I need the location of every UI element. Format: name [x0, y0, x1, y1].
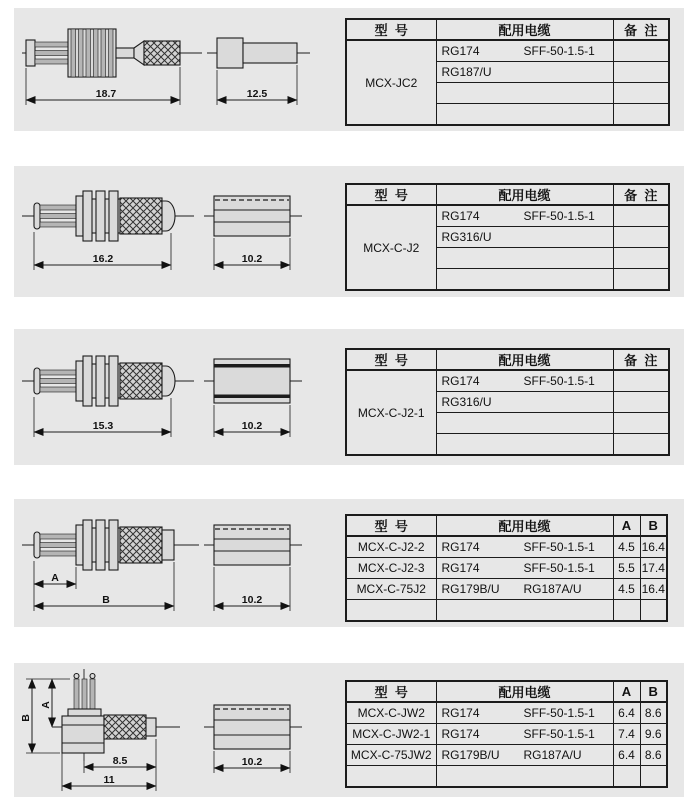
header-remark: 备 注: [613, 184, 669, 205]
dimension-label: 10.2: [241, 420, 263, 432]
remark-cell: [613, 370, 669, 392]
section-mcx-jc2: [14, 8, 684, 131]
spec-table-mcx-c-j2-1: [345, 348, 670, 456]
header-cable: 配用电缆: [436, 184, 613, 205]
dim-b-cell: [640, 766, 667, 788]
table-row: [346, 724, 667, 745]
connector-front-view: [22, 520, 199, 570]
header-remark: 备 注: [613, 19, 669, 40]
model-cell: MCX-C-J2-3: [346, 558, 436, 579]
dimension-ferrule-length: [214, 567, 290, 611]
header-dim-b: B: [640, 681, 667, 702]
header-model: 型 号: [346, 184, 436, 205]
cable-cell: [436, 227, 613, 248]
dimension-label: 15.3: [92, 420, 114, 432]
dim-a-cell: 5.5: [613, 558, 640, 579]
dim-a-cell: [613, 766, 640, 788]
cable-secondary: SFF-50-1.5-1: [523, 561, 595, 575]
table-row: [346, 205, 669, 227]
table-row: [346, 40, 669, 62]
header-remark: 备 注: [613, 349, 669, 370]
header-model: 型 号: [346, 19, 436, 40]
cable-cell: [436, 766, 613, 788]
cable-secondary: SFF-50-1.5-1: [523, 540, 595, 554]
model-cell: MCX-JC2: [346, 40, 436, 125]
cable-primary: RG187/U: [441, 65, 492, 79]
cable-primary: RG316/U: [441, 230, 492, 244]
header-dim-b: B: [640, 515, 667, 536]
ferrule-side-view: [204, 705, 302, 749]
header-cable: 配用电缆: [436, 19, 613, 40]
cable-secondary: SFF-50-1.5-1: [523, 44, 595, 58]
section-mcx-c-j2-1: [14, 329, 684, 465]
cable-cell: [436, 370, 613, 392]
cable-cell: [436, 434, 613, 456]
header-cable: 配用电缆: [436, 681, 613, 702]
header-row: [346, 681, 667, 702]
dimension-label: A: [40, 701, 52, 709]
section-mcx-c-jw2-series: [14, 663, 684, 797]
connector-front-view: [22, 29, 202, 77]
cable-primary: RG174: [441, 374, 480, 388]
table-row: [346, 702, 667, 724]
cable-cell: [436, 536, 613, 558]
model-cell: MCX-C-JW2: [346, 702, 436, 724]
table-row: [346, 579, 667, 600]
dimension-label: 12.5: [246, 88, 268, 100]
dimension-label: A: [51, 572, 59, 584]
cable-primary: RG179B/U: [441, 748, 500, 762]
ferrule-side-view: [204, 359, 302, 403]
model-cell: [346, 766, 436, 788]
remark-cell: [613, 413, 669, 434]
dimension-label: 16.2: [92, 253, 114, 265]
cable-cell: [436, 269, 613, 291]
cable-cell: [436, 600, 613, 622]
table-row: [346, 766, 667, 788]
dimension-label: B: [20, 714, 32, 722]
spec-table-mcx-c-jw2-series: [345, 680, 668, 788]
ferrule-side-view: [204, 196, 302, 236]
model-cell: MCX-C-75J2: [346, 579, 436, 600]
header-row: [346, 515, 667, 536]
model-cell: MCX-C-J2-2: [346, 536, 436, 558]
remark-cell: [613, 205, 669, 227]
dim-a-cell: 7.4: [613, 724, 640, 745]
cable-cell: [436, 40, 613, 62]
model-cell: MCX-C-JW2-1: [346, 724, 436, 745]
dimension-label: 10.2: [241, 253, 263, 265]
remark-cell: [613, 83, 669, 104]
header-cable: 配用电缆: [436, 515, 613, 536]
section-mcx-c-j2: [14, 166, 684, 297]
dim-b-cell: [640, 600, 667, 622]
section-mcx-c-j2-series: [14, 499, 684, 627]
model-cell: [346, 600, 436, 622]
dimension-ferrule-length: [214, 405, 290, 437]
model-cell: MCX-C-J2-1: [346, 370, 436, 455]
remark-cell: [613, 40, 669, 62]
cable-cell: [436, 62, 613, 83]
cable-primary: RG174: [441, 727, 480, 741]
dim-b-cell: 16.4: [640, 579, 667, 600]
dimension-a: [34, 561, 76, 611]
cable-cell: [436, 83, 613, 104]
cable-cell: [436, 745, 613, 766]
table-row: [346, 558, 667, 579]
spec-table-mcx-c-j2: [345, 183, 670, 291]
dimension-label: 8.5: [112, 755, 128, 767]
dimension-label: 11: [103, 774, 115, 786]
cable-secondary: SFF-50-1.5-1: [523, 727, 595, 741]
remark-cell: [613, 434, 669, 456]
cable-primary: RG179B/U: [441, 582, 500, 596]
dim-a-cell: 4.5: [613, 579, 640, 600]
cable-cell: [436, 248, 613, 269]
connector-front-view: [22, 191, 194, 241]
connector-drawing-mcx-c-jw2-series: [14, 663, 344, 797]
table-row: [346, 600, 667, 622]
cable-primary: RG174: [441, 209, 480, 223]
cable-primary: RG174: [441, 540, 480, 554]
header-dim-a: A: [613, 681, 640, 702]
cable-secondary: RG187A/U: [523, 748, 582, 762]
header-model: 型 号: [346, 681, 436, 702]
cable-cell: [436, 413, 613, 434]
dim-b-cell: 9.6: [640, 724, 667, 745]
cable-cell: [436, 392, 613, 413]
remark-cell: [613, 227, 669, 248]
header-row: [346, 184, 669, 205]
cable-secondary: SFF-50-1.5-1: [523, 706, 595, 720]
cable-primary: RG174: [441, 44, 480, 58]
dim-a-cell: 6.4: [613, 702, 640, 724]
header-row: [346, 19, 669, 40]
header-cable: 配用电缆: [436, 349, 613, 370]
dimension-ferrule-length: [214, 238, 290, 270]
cable-cell: [436, 104, 613, 126]
table-row: [346, 536, 667, 558]
dimension-label: 18.7: [95, 88, 117, 100]
spec-table-mcx-jc2: [345, 18, 670, 126]
remark-cell: [613, 269, 669, 291]
dim-b-cell: 8.6: [640, 745, 667, 766]
cable-primary: RG316/U: [441, 395, 492, 409]
cable-cell: [436, 558, 613, 579]
cable-secondary: SFF-50-1.5-1: [523, 209, 595, 223]
dim-b-cell: 8.6: [640, 702, 667, 724]
cable-primary: RG174: [441, 561, 480, 575]
model-cell: MCX-C-J2: [346, 205, 436, 290]
table-row: [346, 745, 667, 766]
right-angle-connector-view: [52, 669, 180, 761]
dimension-label: 10.2: [241, 594, 263, 606]
cable-cell: [436, 702, 613, 724]
cable-secondary: SFF-50-1.5-1: [523, 374, 595, 388]
dimension-overall-width: [62, 753, 156, 791]
spec-table-mcx-c-j2-series: [345, 514, 668, 622]
dimension-a: [40, 679, 52, 727]
cable-cell: [436, 724, 613, 745]
dimension-label: B: [102, 594, 110, 606]
connector-front-view: [22, 356, 194, 406]
model-cell: MCX-C-75JW2: [346, 745, 436, 766]
remark-cell: [613, 248, 669, 269]
header-model: 型 号: [346, 515, 436, 536]
ferrule-side-view: [204, 525, 302, 565]
connector-drawing-mcx-jc2: [14, 8, 344, 131]
cable-cell: [436, 579, 613, 600]
header-row: [346, 349, 669, 370]
dim-a-cell: [613, 600, 640, 622]
cable-secondary: RG187A/U: [523, 582, 582, 596]
remark-cell: [613, 104, 669, 126]
ferrule-side-view: [207, 38, 310, 68]
remark-cell: [613, 62, 669, 83]
dimension-ferrule-length: [214, 751, 290, 773]
cable-cell: [436, 205, 613, 227]
dim-b-cell: 16.4: [640, 536, 667, 558]
dim-b-cell: 17.4: [640, 558, 667, 579]
remark-cell: [613, 392, 669, 413]
header-model: 型 号: [346, 349, 436, 370]
dimension-ferrule-length: [217, 65, 297, 105]
header-dim-a: A: [613, 515, 640, 536]
cable-primary: RG174: [441, 706, 480, 720]
connector-drawing-mcx-c-j2-series: [14, 499, 344, 627]
dimension-label: 10.2: [241, 756, 263, 768]
table-row: [346, 370, 669, 392]
connector-drawing-mcx-c-j2: [14, 166, 344, 297]
connector-drawing-mcx-c-j2-1: [14, 329, 344, 465]
dim-a-cell: 6.4: [613, 745, 640, 766]
dim-a-cell: 4.5: [613, 536, 640, 558]
